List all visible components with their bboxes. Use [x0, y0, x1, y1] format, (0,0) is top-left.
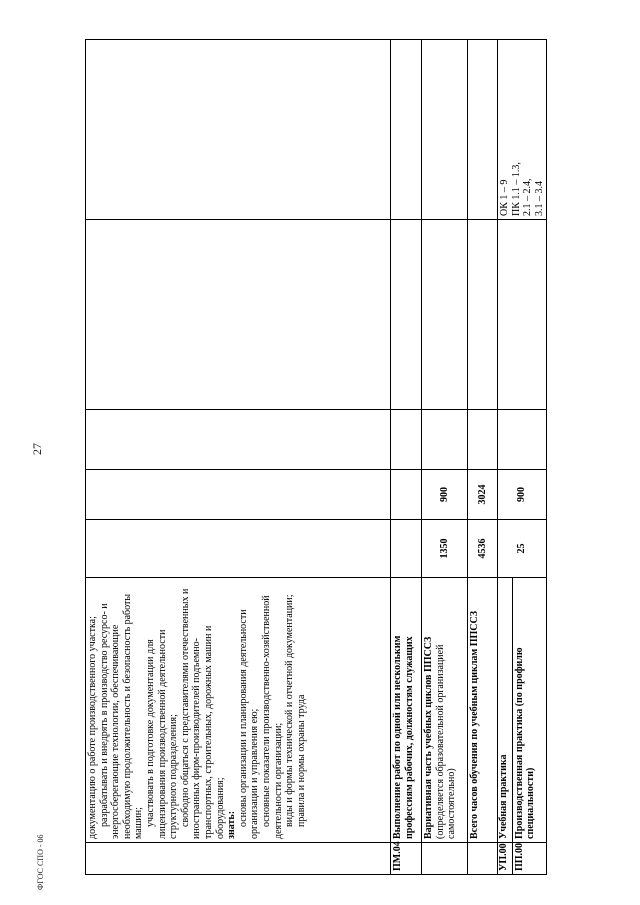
- module-cell-empty: [86, 220, 391, 410]
- competency-cell-empty: [86, 40, 391, 220]
- description-line: правила и нормы охраны труда: [295, 694, 307, 827]
- total-blank: [468, 410, 498, 470]
- total-row: [468, 40, 498, 875]
- variative-row: [422, 40, 468, 875]
- max-hours-cell-empty: [86, 520, 391, 578]
- pp00-hours: 900: [498, 470, 547, 520]
- total-required-hours: 3024: [468, 470, 498, 520]
- page-number: 27: [30, 443, 44, 455]
- variative-title-cell: [422, 578, 468, 843]
- total-comp: [468, 40, 498, 220]
- pm04-title: Выполнение работ по одной или нескольким профессиям рабочих, должностям служащих: [391, 578, 422, 843]
- pm04-code: ПМ.04: [391, 843, 422, 875]
- description-line: виды и формы технической и отчетной документации;: [284, 594, 296, 827]
- pp00-weeks: 25: [498, 520, 547, 578]
- pm04-blank: [391, 410, 422, 470]
- required-hours-cell-empty: [86, 470, 391, 520]
- practice-module: [498, 220, 547, 410]
- description-line: свободно общаться с представителями отечественных и иностранных фирм-производителей подъемно-транспортных, строительных, дорожных машин и оборудования;: [179, 588, 226, 839]
- variative-comp: [422, 40, 468, 220]
- total-max-hours: 4536: [468, 520, 498, 578]
- description-lines: [87, 581, 307, 839]
- description-line: разрабатывать и внедрять в производство ресурсо- и энергосберегающие технологии, обеспечивающие необходимую продолжительность и безопасность работы машин;: [98, 593, 145, 839]
- rotated-table-container: [85, 40, 545, 875]
- pm04-comp: [391, 40, 422, 220]
- pm04-row: [391, 40, 422, 875]
- description-line: документацию о работе производственного участка;: [87, 616, 98, 839]
- description-cell: [86, 578, 391, 843]
- pp00-title: Производственная практика (по профилю специальности): [512, 578, 547, 843]
- blank-cell-empty: [86, 410, 391, 470]
- variative-title: Вариативная часть учебных циклов ППССЗ: [423, 636, 434, 839]
- code-cell-empty: [86, 843, 391, 875]
- up00-code: УП.00: [498, 843, 513, 875]
- description-line: участвовать в подготовке документации для лицензирования производственной деятельности структурного подразделения;: [144, 629, 180, 839]
- variative-note: (определяется образовательной организацией самостоятельно): [434, 644, 458, 839]
- variative-required-hours: 900: [422, 470, 468, 520]
- description-line: основы организации и планирования деятельности организации и управления ею;: [237, 609, 261, 839]
- curriculum-table: [85, 39, 547, 875]
- total-code: [468, 843, 498, 875]
- pp00-competencies: ОК 1 – 9 ПК 1.1 – 1.3, 2.1 – 2.4, 3.1 – 3.4: [498, 40, 547, 220]
- pm04-module: [391, 220, 422, 410]
- description-row: [86, 40, 391, 875]
- up00-row: [498, 40, 513, 875]
- variative-max-hours: 1350: [422, 520, 468, 578]
- description-line: знать:: [226, 810, 238, 839]
- variative-module: [422, 220, 468, 410]
- practice-blank: [498, 410, 547, 470]
- up00-title: Учебная практика: [498, 578, 513, 843]
- total-module: [468, 220, 498, 410]
- pm04-max: [391, 520, 422, 578]
- description-line: основные показатели производственно-хозяйственной деятельности организации;: [260, 595, 284, 839]
- pp00-code: ПП.00: [512, 843, 547, 875]
- pm04-req: [391, 470, 422, 520]
- footer-label: ФГОС СПО - 06: [36, 834, 45, 890]
- variative-blank: [422, 410, 468, 470]
- total-title: Всего часов обучения по учебным циклам ППССЗ: [468, 578, 498, 843]
- variative-code: [422, 843, 468, 875]
